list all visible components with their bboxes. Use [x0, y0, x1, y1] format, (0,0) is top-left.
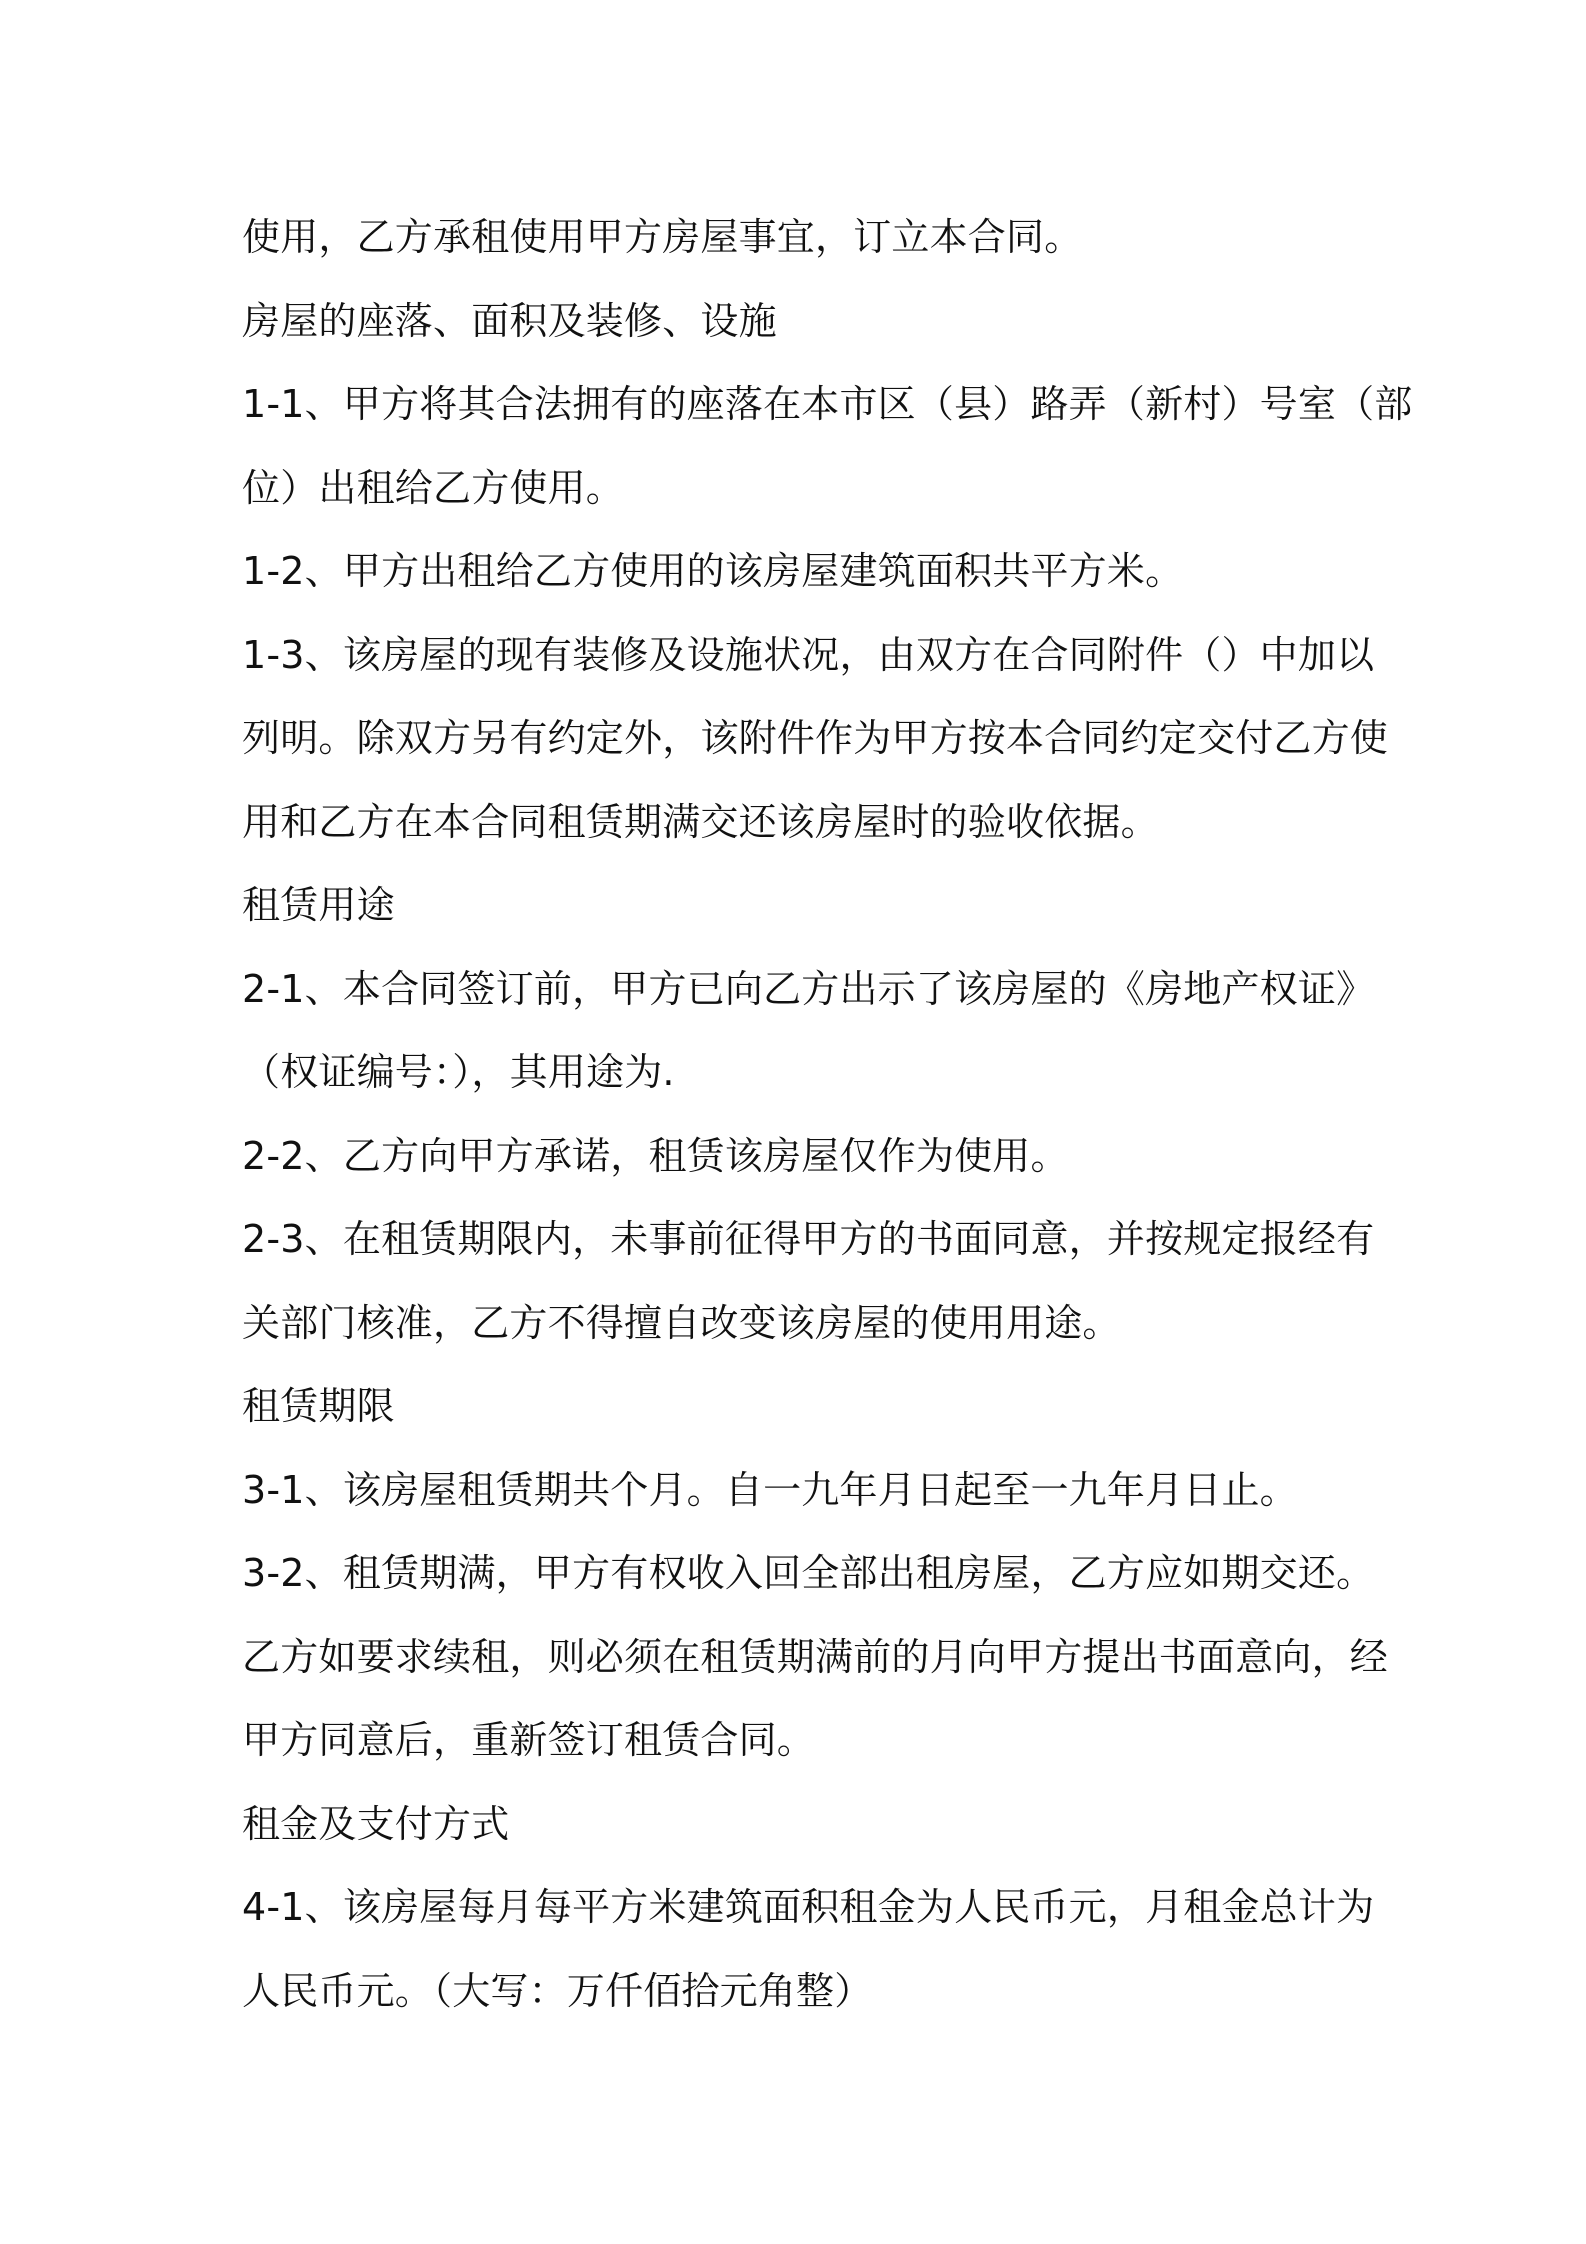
- text-line: 2-1、本合同签订前，甲方已向乙方出示了该房屋的《房地产权证》: [242, 966, 1375, 1011]
- section-heading: 租赁用途: [242, 883, 395, 927]
- text-line: 4-1、该房屋每月每平方米建筑面积租金为人民币元，月租金总计为: [242, 1885, 1375, 1929]
- text-line: 3-2、租赁期满，甲方有权收入回全部出租房屋，乙方应如期交还。: [242, 1551, 1375, 1595]
- text-line: 位）出租给乙方使用。: [242, 465, 625, 510]
- section-heading: 租赁期限: [242, 1384, 395, 1428]
- text-line: 1-1、甲方将其合法拥有的座落在本市区（县）路弄（新村）号室（部: [242, 382, 1413, 426]
- text-line: 列明。除双方另有约定外，该附件作为甲方按本合同约定交付乙方使: [242, 716, 1389, 760]
- text-line: 使用，乙方承租使用甲方房屋事宜，订立本合同。: [242, 215, 1083, 259]
- text-line: 1-2、甲方出租给乙方使用的该房屋建筑面积共平方米。: [242, 549, 1184, 593]
- text-line: 1-3、该房屋的现有装修及设施状况，由双方在合同附件（）中加以: [242, 632, 1375, 677]
- section-heading: 房屋的座落、面积及装修、设施: [242, 298, 777, 343]
- section-heading: 租金及支付方式: [242, 1801, 510, 1846]
- text-line: 3-1、该房屋租赁期共个月。自一九年月日起至一九年月日止。: [242, 1467, 1298, 1512]
- text-line: 关部门核准，乙方不得擅自改变该房屋的使用用途。: [242, 1300, 1121, 1345]
- text-line: 甲方同意后，重新签订租赁合同。: [242, 1718, 816, 1762]
- text-line: 2-3、在租赁期限内，未事前征得甲方的书面同意，并按规定报经有: [242, 1217, 1375, 1261]
- text-line: （权证编号：），其用途为.: [242, 1050, 675, 1094]
- text-line: 乙方如要求续租，则必须在租赁期满前的月向甲方提出书面意向，经: [242, 1634, 1389, 1679]
- text-line: 2-2、乙方向甲方承诺，租赁该房屋仅作为使用。: [242, 1133, 1069, 1178]
- text-line: 用和乙方在本合同租赁期满交还该房屋时的验收依据。: [242, 799, 1159, 844]
- document-body: [242, 196, 1413, 2033]
- text-line: 人民币元。（大写：万仟佰拾元角整）: [242, 1968, 873, 2013]
